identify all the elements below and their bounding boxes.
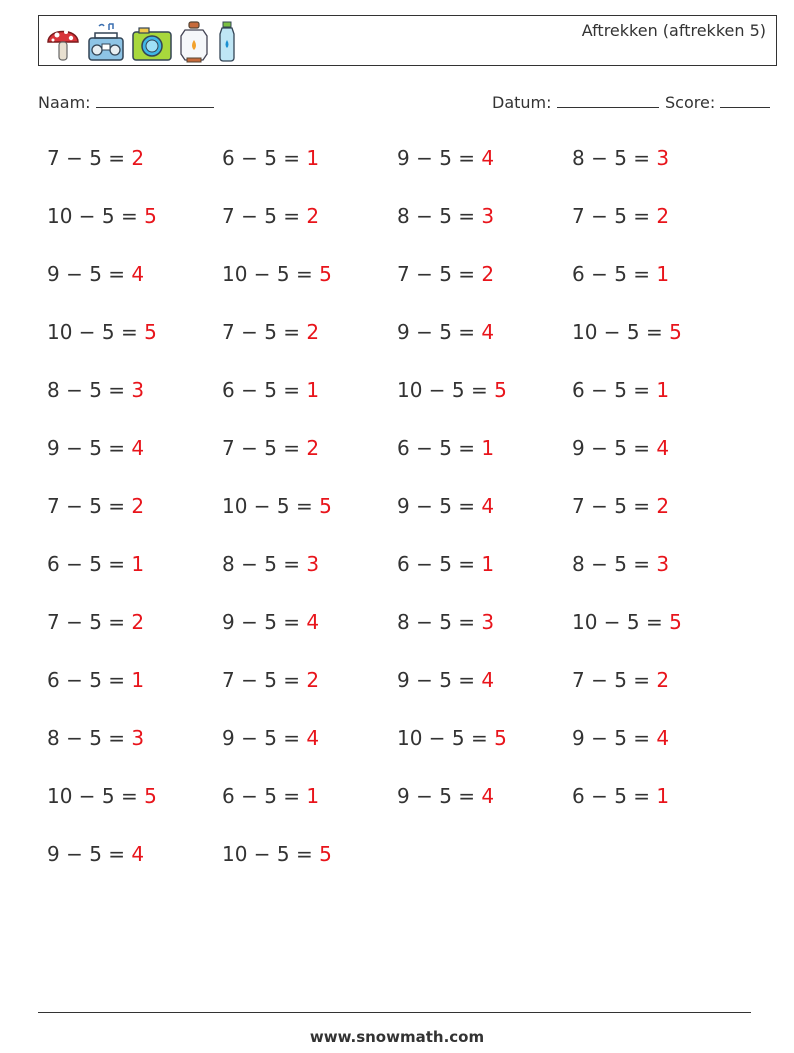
date-field[interactable] [492, 93, 659, 112]
problem-answer: 2 [481, 262, 495, 286]
problem-4-1 [47, 320, 157, 344]
problem-4-3 [397, 320, 494, 344]
problem-8-4 [572, 552, 669, 576]
problem-answer: 1 [656, 378, 670, 402]
problem-question: 9 − 5 = [47, 436, 132, 460]
problem-question: 10 − 5 = [222, 842, 320, 866]
problem-answer: 1 [131, 552, 145, 576]
problem-answer: 4 [306, 726, 320, 750]
problem-question: 9 − 5 = [397, 784, 482, 808]
problem-question: 10 − 5 = [222, 494, 320, 518]
problem-3-1 [47, 262, 144, 286]
problem-answer: 3 [131, 726, 145, 750]
lantern-icon [179, 20, 209, 64]
problem-question: 10 − 5 = [572, 610, 670, 634]
problem-9-4 [572, 610, 682, 634]
problem-question: 6 − 5 = [47, 668, 132, 692]
problem-question: 8 − 5 = [397, 610, 482, 634]
problem-question: 7 − 5 = [47, 146, 132, 170]
problem-6-3 [397, 436, 494, 460]
problem-question: 6 − 5 = [222, 146, 307, 170]
problem-answer: 4 [481, 784, 495, 808]
score-label: Score: [665, 93, 716, 112]
problem-9-2 [222, 610, 319, 634]
problem-question: 8 − 5 = [47, 378, 132, 402]
problem-13-1 [47, 842, 144, 866]
problem-question: 9 − 5 = [222, 610, 307, 634]
problem-6-1 [47, 436, 144, 460]
problem-answer: 2 [656, 204, 670, 228]
problem-answer: 3 [656, 146, 670, 170]
problem-answer: 2 [131, 146, 145, 170]
problem-answer: 4 [481, 494, 495, 518]
problem-answer: 5 [319, 494, 332, 518]
problem-10-2 [222, 668, 319, 692]
problem-3-2 [222, 262, 332, 286]
problem-7-1 [47, 494, 144, 518]
problem-7-3 [397, 494, 494, 518]
problem-question: 9 − 5 = [572, 436, 657, 460]
problem-answer: 4 [131, 436, 145, 460]
problem-answer: 4 [481, 668, 495, 692]
name-label: Naam: [38, 93, 91, 112]
problem-answer: 4 [481, 146, 495, 170]
problem-3-3 [397, 262, 494, 286]
header-icons [45, 20, 239, 64]
problem-answer: 1 [306, 378, 320, 402]
problem-4-2 [222, 320, 319, 344]
problem-answer: 3 [656, 552, 670, 576]
problem-answer: 5 [144, 784, 157, 808]
problem-5-2 [222, 378, 319, 402]
problem-question: 7 − 5 = [222, 668, 307, 692]
problem-question: 9 − 5 = [572, 726, 657, 750]
problem-question: 7 − 5 = [222, 436, 307, 460]
problem-question: 6 − 5 = [572, 378, 657, 402]
problem-answer: 5 [494, 378, 507, 402]
problem-question: 10 − 5 = [397, 378, 495, 402]
problem-question: 9 − 5 = [47, 262, 132, 286]
problem-question: 9 − 5 = [397, 320, 482, 344]
worksheet-header [38, 15, 777, 66]
problem-question: 8 − 5 = [222, 552, 307, 576]
problem-question: 6 − 5 = [572, 784, 657, 808]
problem-answer: 3 [481, 204, 495, 228]
problem-question: 9 − 5 = [397, 146, 482, 170]
problem-answer: 5 [669, 320, 682, 344]
problem-answer: 1 [306, 146, 320, 170]
problem-question: 10 − 5 = [47, 320, 145, 344]
problem-1-4 [572, 146, 669, 170]
problem-answer: 5 [319, 842, 332, 866]
problem-question: 6 − 5 = [572, 262, 657, 286]
problem-answer: 4 [306, 610, 320, 634]
problem-2-2 [222, 204, 319, 228]
problem-11-2 [222, 726, 319, 750]
problem-1-1 [47, 146, 144, 170]
problem-question: 8 − 5 = [47, 726, 132, 750]
problem-12-1 [47, 784, 157, 808]
problem-answer: 2 [131, 610, 145, 634]
problem-2-3 [397, 204, 494, 228]
problem-answer: 1 [481, 436, 495, 460]
problem-6-4 [572, 436, 669, 460]
problem-8-1 [47, 552, 144, 576]
problem-3-4 [572, 262, 669, 286]
problem-5-3 [397, 378, 507, 402]
worksheet-title: Aftrekken (aftrekken 5) [581, 21, 766, 40]
problem-question: 9 − 5 = [47, 842, 132, 866]
problem-question: 7 − 5 = [572, 494, 657, 518]
problem-answer: 5 [144, 204, 157, 228]
problem-answer: 3 [306, 552, 320, 576]
problem-answer: 5 [669, 610, 682, 634]
problem-question: 9 − 5 = [397, 494, 482, 518]
problem-5-4 [572, 378, 669, 402]
problem-answer: 2 [656, 668, 670, 692]
problem-11-3 [397, 726, 507, 750]
problem-13-2 [222, 842, 332, 866]
problem-8-2 [222, 552, 319, 576]
problem-question: 10 − 5 = [397, 726, 495, 750]
problem-question: 8 − 5 = [397, 204, 482, 228]
problem-7-2 [222, 494, 332, 518]
problem-answer: 2 [131, 494, 145, 518]
problem-8-3 [397, 552, 494, 576]
problem-question: 6 − 5 = [397, 552, 482, 576]
camera-icon [131, 20, 173, 64]
name-field[interactable] [38, 93, 214, 112]
problem-2-1 [47, 204, 157, 228]
name-line[interactable] [96, 93, 214, 108]
problem-answer: 1 [656, 262, 670, 286]
score-line[interactable] [720, 93, 770, 108]
problem-12-3 [397, 784, 494, 808]
problem-10-1 [47, 668, 144, 692]
problem-11-4 [572, 726, 669, 750]
problem-answer: 1 [656, 784, 670, 808]
water-bottle-icon [215, 20, 239, 64]
problem-question: 6 − 5 = [397, 436, 482, 460]
footer-url: www.snowmath.com [309, 1028, 485, 1046]
problem-answer: 5 [144, 320, 157, 344]
problem-answer: 2 [306, 320, 320, 344]
problem-question: 6 − 5 = [222, 378, 307, 402]
problem-9-3 [397, 610, 494, 634]
problem-10-4 [572, 668, 669, 692]
problem-answer: 5 [319, 262, 332, 286]
problem-answer: 5 [494, 726, 507, 750]
boombox-icon [87, 20, 125, 64]
problem-answer: 2 [306, 436, 320, 460]
problem-question: 7 − 5 = [222, 204, 307, 228]
problem-answer: 4 [481, 320, 495, 344]
problem-question: 10 − 5 = [572, 320, 670, 344]
problem-question: 6 − 5 = [222, 784, 307, 808]
problem-answer: 3 [131, 378, 145, 402]
problem-answer: 1 [131, 668, 145, 692]
date-line[interactable] [557, 93, 659, 108]
problem-question: 9 − 5 = [222, 726, 307, 750]
problem-question: 9 − 5 = [397, 668, 482, 692]
problem-answer: 4 [131, 842, 145, 866]
problem-question: 10 − 5 = [47, 204, 145, 228]
problem-6-2 [222, 436, 319, 460]
mushroom-icon [45, 20, 81, 64]
problem-question: 10 − 5 = [222, 262, 320, 286]
score-field[interactable] [665, 93, 770, 112]
problem-answer: 4 [131, 262, 145, 286]
problem-12-4 [572, 784, 669, 808]
problem-1-3 [397, 146, 494, 170]
problem-answer: 1 [306, 784, 320, 808]
problem-7-4 [572, 494, 669, 518]
problem-answer: 2 [306, 668, 320, 692]
problem-4-4 [572, 320, 682, 344]
problem-5-1 [47, 378, 144, 402]
problem-2-4 [572, 204, 669, 228]
problem-question: 7 − 5 = [572, 668, 657, 692]
problem-answer: 4 [656, 726, 670, 750]
problem-question: 8 − 5 = [572, 552, 657, 576]
problem-question: 7 − 5 = [47, 494, 132, 518]
problem-10-3 [397, 668, 494, 692]
problem-question: 7 − 5 = [397, 262, 482, 286]
problem-question: 8 − 5 = [572, 146, 657, 170]
problem-answer: 1 [481, 552, 495, 576]
problem-question: 7 − 5 = [222, 320, 307, 344]
problem-12-2 [222, 784, 319, 808]
problem-9-1 [47, 610, 144, 634]
date-label: Datum: [492, 93, 552, 112]
problem-question: 6 − 5 = [47, 552, 132, 576]
problem-question: 10 − 5 = [47, 784, 145, 808]
footer-divider [38, 1012, 751, 1013]
problem-answer: 2 [656, 494, 670, 518]
problem-question: 7 − 5 = [572, 204, 657, 228]
problem-11-1 [47, 726, 144, 750]
problem-answer: 2 [306, 204, 320, 228]
problem-answer: 4 [656, 436, 670, 460]
problem-question: 7 − 5 = [47, 610, 132, 634]
problem-answer: 3 [481, 610, 495, 634]
problem-1-2 [222, 146, 319, 170]
